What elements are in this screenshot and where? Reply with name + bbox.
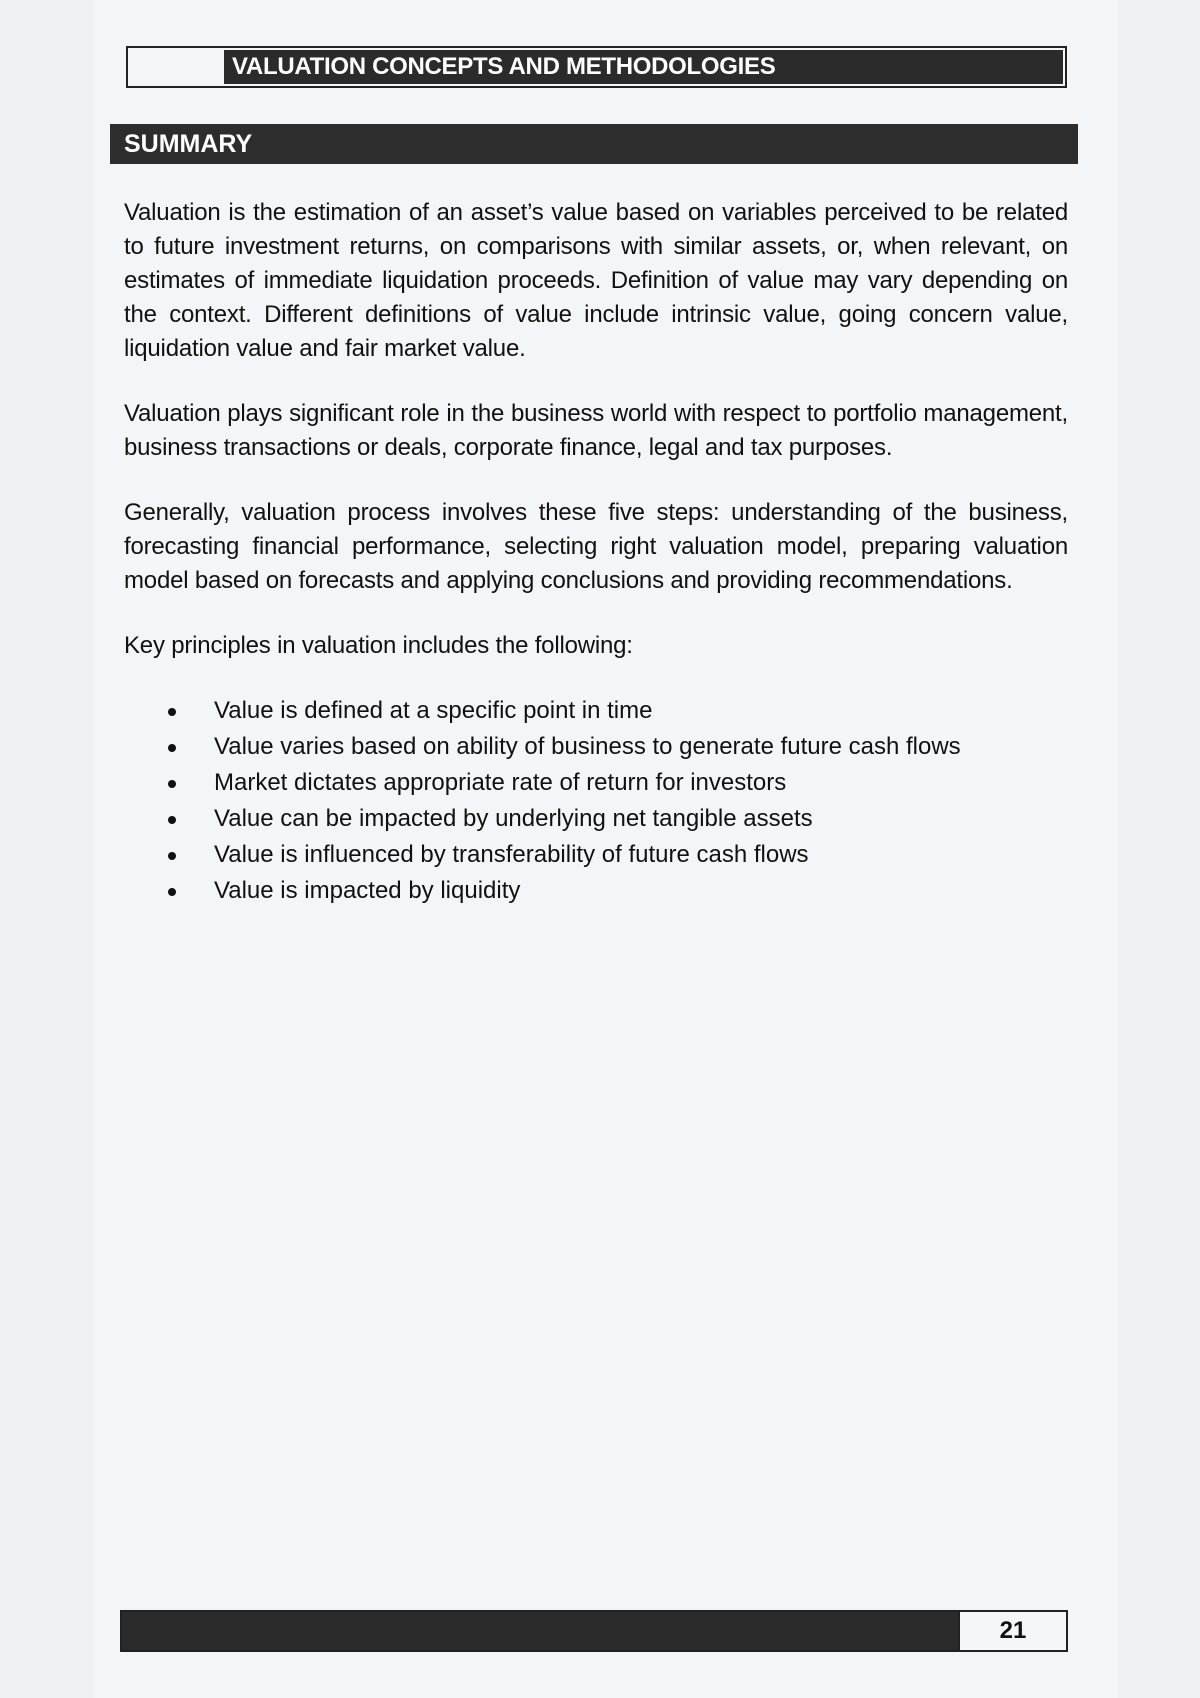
chapter-title: VALUATION CONCEPTS AND METHODOLOGIES	[224, 50, 1063, 84]
bullet-icon	[168, 708, 176, 716]
summary-content	[124, 196, 1068, 909]
bullet-icon	[168, 852, 176, 860]
bullet-icon	[168, 888, 176, 896]
paragraph-role: Valuation plays significant role in the business world with respect to portfolio management, business transactions or deals, corporate finance, legal and tax purposes.	[124, 400, 1068, 461]
paragraph-principles-intro: Key principles in valuation includes the following:	[124, 632, 633, 659]
list-item-text: Market dictates appropriate rate of return for investors	[214, 769, 787, 796]
footer-bar	[120, 1610, 1068, 1652]
bullet-icon	[168, 816, 176, 824]
section-heading: SUMMARY	[110, 124, 1078, 164]
list-item-text: Value is impacted by liquidity	[214, 877, 521, 904]
page-number: 21	[958, 1612, 1066, 1650]
list-item	[124, 837, 1068, 873]
paragraph-process: Generally, valuation process involves these five steps: understanding of the business, forecasting financial performance, selecting right valuation model, preparing valuation model based on forecasts and applying conclusions and providing recommendations.	[124, 499, 1068, 594]
list-item-text: Value can be impacted by underlying net tangible assets	[214, 805, 813, 832]
list-item-text: Value varies based on ability of business to generate future cash flows	[214, 733, 961, 760]
list-item	[124, 693, 1068, 729]
list-item	[124, 873, 1068, 909]
bullet-icon	[168, 780, 176, 788]
principles-list	[124, 693, 1068, 909]
list-item	[124, 765, 1068, 801]
header-bar	[126, 46, 1067, 88]
paragraph-definition: Valuation is the estimation of an asset’s value based on variables perceived to be related to future investment returns, on comparisons with similar assets, or, when relevant, on estimates of immediate liquidation proceeds. Definition of value may vary depending on the context. Different definitions of value include intrinsic value, going concern value, liquidation value and fair market value.	[124, 199, 1068, 362]
bullet-icon	[168, 744, 176, 752]
list-item-text: Value is influenced by transferability of future cash flows	[214, 841, 809, 868]
list-item-text: Value is defined at a specific point in time	[214, 697, 653, 724]
list-item	[124, 729, 1068, 765]
list-item	[124, 801, 1068, 837]
